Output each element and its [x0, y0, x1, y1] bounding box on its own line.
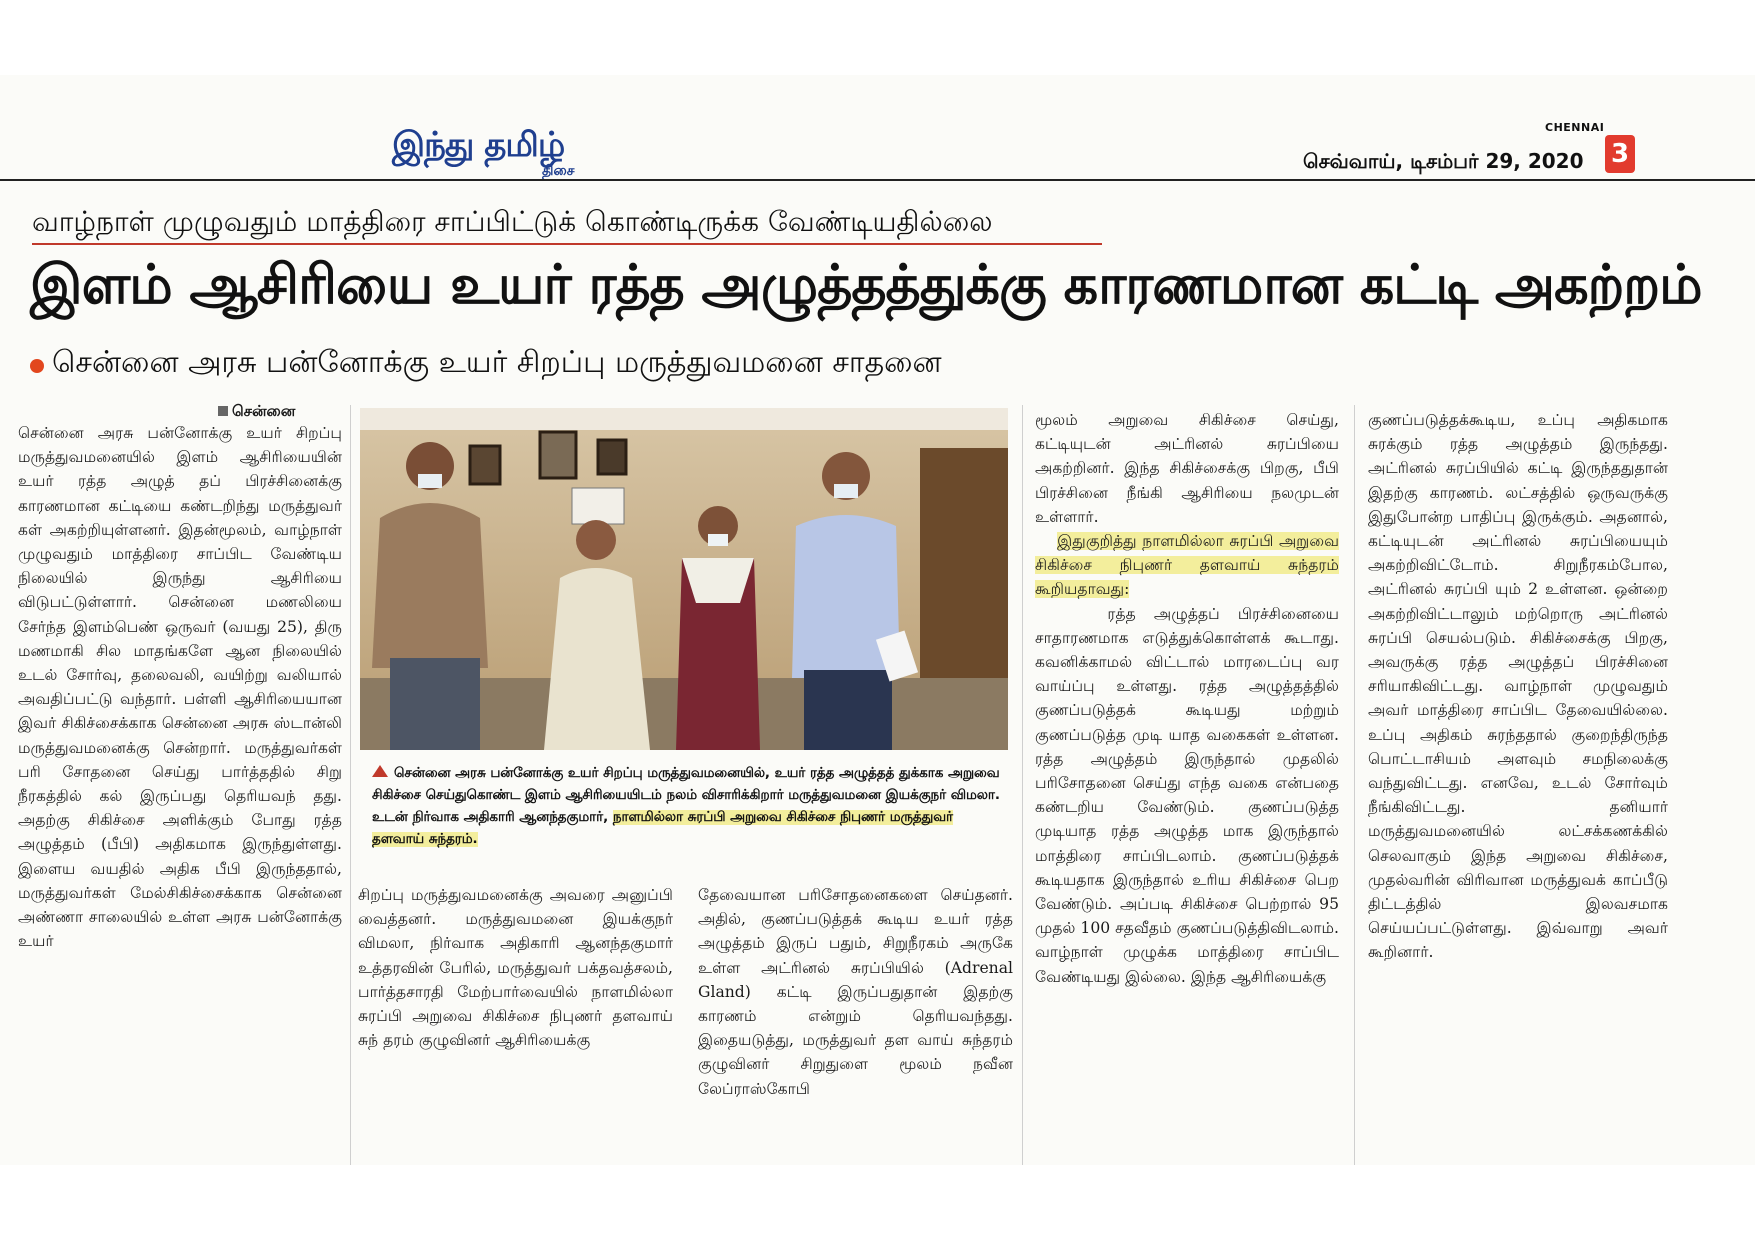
logo-text: இந்து தமிழ்	[392, 125, 565, 165]
news-photo	[360, 408, 1008, 750]
article-paragraph: குணப்படுத்தக்கூடிய, உப்பு அதிகமாக சுரக்கும் ரத்த அழுத்தம் இருந்தது. அட்ரினல் சுரப்பியில் கட்டி இருந்ததுதான் இதற்கு காரணம். லட்சத்தில் ஒருவருக்கு இதுபோன்ற பாதிப்பு இருக்கும். அதனால், கட்டியுடன் அட்ரினல் சுரப்பியையும் அகற்றிவிட்டோம். சிறுநீரகம்போல, அட்ரினல் சுரப்பி யும் 2 உள்ளன. ஒன்றை அகற்றிவிட்டாலும் மற்றொரு அட்ரினல் சுரப்பி செயல்படும். சிகிச்சைக்கு பிறகு, அவருக்கு ரத்த அழுத்தப் பிரச்சினை சரியாகிவிட்டது. வாழ்நாள் முழுவதும் அவர் மாத்திரை சாப்பிட தேவையில்லை. உப்பு அதிகம் சுரந்ததால் குறைந்திருந்த பொட்டாசியம் அளவும் சமநிலைக்கு வந்துவிட்டது. எனவே, உடல் சோர்வும் நீங்கிவிட்டது. தனியார் மருத்துவமனையில் லட்சக்கணக்கில் செலவாகும் இந்த அறுவை சிகிச்சை, முதல்வரின் விரிவான மருத்துவக் காப்பீடு திட்டத்தில் இலவசமாக செய்யப்பட்டுள்ளது. இவ்வாறு அவர் கூறினார்.	[1368, 411, 1668, 962]
page-number-badge: 3	[1605, 135, 1635, 173]
article-column-1	[18, 421, 342, 953]
dateline	[218, 402, 295, 422]
caption-line-1: சென்னை அரசு பன்னோக்கு உயர் சிறப்பு மருத்துவமனையில், உயர் ரத்த அழுத்தத் துக்காக அறுவை சிகிச்சை செய்துகொண்ட இளம் ஆசிரியையிடம் நலம் விசாரிக்கிறார் மருத்துவமனை இயக்குநர் விமலா. உடன் நிர்வாக அதிகாரி ஆனந்தகுமார்,	[372, 766, 1000, 825]
column-rule	[1354, 405, 1355, 1165]
article-paragraph-highlighted	[1035, 529, 1339, 602]
caption-triangle-icon	[372, 765, 388, 777]
highlighted-quote-intro: இதுகுறித்து நாளமில்லா சுரப்பி அறுவை சிகிச்சை நிபுணர் தளவாய் சுந்தரம் கூறியதாவது:	[1035, 532, 1339, 599]
dateline-square-icon	[218, 406, 228, 416]
quote-text: ரத்த அழுத்தப் பிரச்சினையை சாதாரணமாக எடுத்துக்கொள்ளக் கூடாது. கவனிக்காமல் விட்டால் மாரடைப்பு வர வாய்ப்பு உள்ளது. ரத்த அழுத்தத்தில் குணப்படுத்தக் கூடியது மற்றும் குணப்படுத்த முடி யாத வகைகள் உள்ளன. ரத்த அழுத்தம் இருந்தால் முதலில் பரிசோதனை செய்து எந்த வகை என்பதை கண்டறிய வேண்டும். குணப்படுத்த முடியாத ரத்த அழுத்த மாக இருந்தால் மாத்திரை சாப்பிடலாம். குணப்படுத்தக் கூடியதாக இருந்தால் உரிய சிகிச்சை பெற வேண்டும். அப்படி சிகிச்சை பெற்றால் 95 முதல் 100 சதவீதம் குணப்படுத்திவிடலாம். வாழ்நாள் முழுக்க மாத்திரை சாப்பிட வேண்டியது இல்லை. இந்த ஆசிரியைக்கு	[1035, 604, 1339, 986]
caption-line-2: நாளமில்லா சுரப்பி அறுவை சிகிச்சை நிபுணர் மருத்துவர் தளவாய் சுந்தரம்.	[372, 810, 954, 847]
article-column-5	[1368, 408, 1668, 965]
bullet-dot-icon	[30, 359, 44, 373]
logo-subtext: திசை	[542, 163, 575, 179]
article-column-4	[1035, 408, 1339, 989]
article-paragraph	[1035, 602, 1339, 989]
subheadline: சென்னை அரசு பன்னோக்கு உயர் சிறப்பு மருத்துவமனை சாதனை	[52, 345, 942, 380]
edition-city: CHENNAI	[1545, 121, 1605, 134]
article-paragraph: சிறப்பு மருத்துவமனைக்கு அவரை அனுப்பி வைத்தனர். மருத்துவமனை இயக்குநர் விமலா, நிர்வாக அதிகாரி ஆனந்தகுமார் உத்தரவின் பேரில், மருத்துவர் பக்தவத்சலம், பார்த்தசாரதி மேற்பார்வையில் நாளமில்லா சுரப்பி அறுவை சிகிச்சை நிபுணர் தளவாய் சுந் தரம் குழுவினர் ஆசிரியைக்கு	[358, 886, 673, 1050]
kicker-headline: வாழ்நாள் முழுவதும் மாத்திரை சாப்பிட்டுக் கொண்டிருக்க வேண்டியதில்லை	[32, 205, 993, 238]
photo-illustration	[360, 408, 1008, 750]
kicker-underline	[32, 243, 1102, 245]
issue-date: செவ்வாய், டிசம்பர் 29, 2020	[1303, 149, 1584, 173]
dateline-text: சென்னை	[232, 402, 296, 420]
column-rule	[350, 405, 351, 1165]
masthead-rule	[0, 179, 1755, 181]
newspaper-page	[0, 75, 1755, 1165]
main-headline: இளம் ஆசிரியை உயர் ரத்த அழுத்தத்துக்கு காரணமான கட்டி அகற்றம்	[30, 253, 1702, 316]
article-paragraph: தேவையான பரிசோதனைகளை செய்தனர். அதில், குணப்படுத்தக் கூடிய உயர் ரத்த அழுத்தம் இருப் பதும், சிறுநீரகம் அருகே உள்ள அட்ரினல் சுரப்பியில் (Adrenal Gland) கட்டி இருப்பதுதான் இதற்கு காரணம் என்றும் தெரியவந்தது. இதையடுத்து, மருத்துவர் தள வாய் சுந்தரம் குழுவினர் சிறுதுளை மூலம் நவீன லேப்ராஸ்கோபி	[698, 886, 1013, 1098]
article-column-2	[358, 883, 673, 1052]
photo-caption	[372, 763, 1008, 851]
article-column-3	[698, 883, 1013, 1101]
newspaper-logo	[392, 125, 632, 185]
article-paragraph: சென்னை அரசு பன்னோக்கு உயர் சிறப்பு மருத்துவமனையில் இளம் ஆசிரியையின் உயர் ரத்த அழுத் தப் பிரச்சினைக்கு காரணமான கட்டியை கண்டறிந்து மருத்துவர் கள் அகற்றியுள்ளனர். இதன்மூலம், வாழ்நாள் முழுவதும் மாத்திரை சாப்பிட வேண்டிய நிலையில் இருந்து ஆசிரியை விடுபட்டுள்ளார். சென்னை மணலியை சேர்ந்த இளம்பெண் ஒருவர் (வயது 25), திரு மணமாகி சில மாதங்களே ஆன நிலையில் உடல் சோர்வு, தலைவலி, வயிற்று வலியால் அவதிப்பட்டு வந்தார். பள்ளி ஆசிரியையான இவர் சிகிச்சைக்காக சென்னை அரசு ஸ்டான்லி மருத்துவமனைக்கு சென்றார். மருத்துவர்கள் பரி சோதனை செய்து பார்த்ததில் சிறு நீரகத்தில் கல் இருப்பது தெரியவந் தது. அதற்கு சிகிச்சை அளிக்கும் போது ரத்த அழுத்தம் (பீபி) அதிகமாக இருந்துள்ளது. இளைய வயதில் அதிக பீபி இருந்ததால், மருத்துவர்கள் மேல்சிகிச்சைக்காக சென்னை அண்ணா சாலையில் உள்ள அரசு பன்னோக்கு உயர்	[18, 424, 342, 951]
article-paragraph: மூலம் அறுவை சிகிச்சை செய்து, கட்டியுடன் அட்ரினல் சுரப்பியை அகற்றினர். இந்த சிகிச்சைக்கு பிறகு, பீபி பிரச்சினை நீங்கி ஆசிரியை நலமுடன் உள்ளார்.	[1035, 411, 1339, 526]
column-rule	[1022, 405, 1023, 1165]
